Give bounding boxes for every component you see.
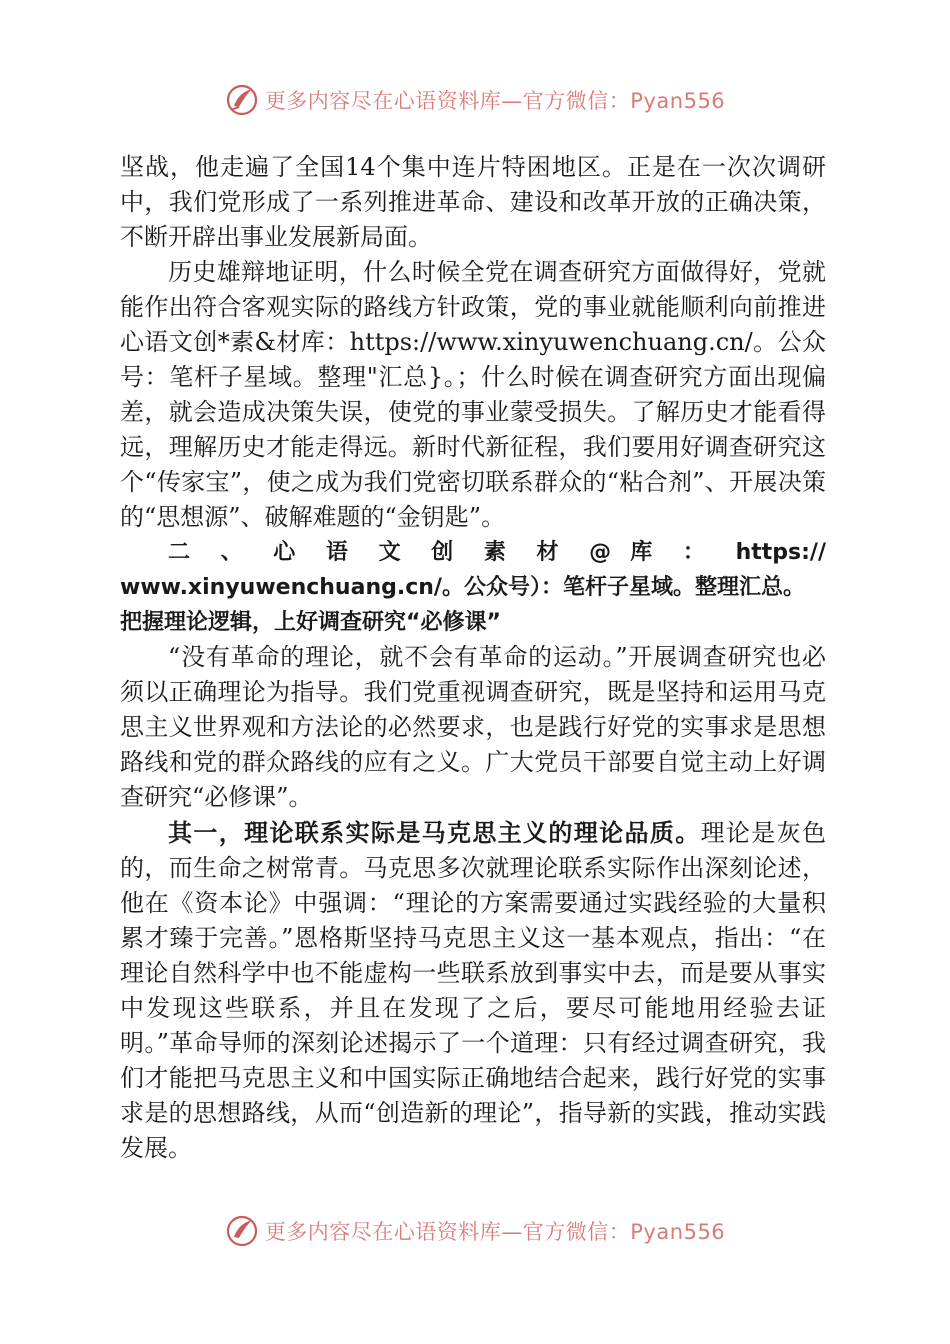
banner-text: 更多内容尽在心语资料库—官方微信：Pyan556 — [264, 89, 726, 113]
footer-banner-text: 更多内容尽在心语资料库—官方微信：Pyan556 — [264, 1220, 726, 1244]
paragraph-4-rest: 理论是灰色的，而生命之树常青。马克思多次就理论联系实际作出深刻论述，他在《资本论》中强调：“理论的方案需要通过实践经验的大量积累才臻于完善。”恩格斯坚持马克思主义这一基本观点，指出：“在理论自然科学中也不能虚构一些联系放到事实中去，而是要从事实中发现这些联系，并且在发现了之后，要尽可能地用经验去证明。”革命导师的深刻论述揭示了一个道理：只有经过调查研究，我们才能把马克思主义和中国实际正确地结合起来，践行好党的实事求是的思想路线，从而“创造新的理论”，指导新的实践，推动实践发展。 — [120, 819, 827, 1162]
section-heading — [120, 535, 826, 640]
paragraph-3: “没有革命的理论，就不会有革命的运动。”开展调查研究也必须以正确理论为指导。我们党重视调查研究，既是坚持和运用马克思主义世界观和方法论的必然要求，也是践行好党的实事求是思想路线和党的群众路线的应有之义。广大党员干部要自觉主动上好调查研究“必修课”。 — [120, 643, 826, 811]
brush-logo-icon — [225, 1214, 259, 1246]
heading-line-1: 二 、 心 语 文 创 素 材 @ 库 ： https:// — [168, 540, 826, 565]
paragraph-1: 坚战，他走遍了全国14个集中连片特困地区。正是在一次次调研中，我们党形成了一系列推进革命、建设和改革开放的正确决策，不断开辟出事业发展新局面。 — [120, 153, 826, 251]
header-banner — [0, 80, 950, 120]
footer-banner — [0, 1202, 950, 1246]
paragraph-2: 历史雄辩地证明，什么时候全党在调查研究方面做得好，党就能作出符合客观实际的路线方针政策，党的事业就能顺利向前推进心语文创*素&材库：https://www.xinyuwenchuang.cn/。公众号：笔杆子星域。整理"汇总}。；什么时候在调查研究方面出现偏差，就会造成决策失误，使党的事业蒙受损失。了解历史才能看得远，理解历史才能走得远。新时代新征程，我们要用好调查研究这个“传家宝”，使之成为我们党密切联系群众的“粘合剂”、开展决策的“思想源”、破解难题的“金钥匙”。 — [120, 258, 826, 531]
brush-logo-icon — [225, 83, 259, 117]
heading-line-3: 把握理论逻辑，上好调查研究“必修课” — [120, 610, 501, 635]
paragraph-4-lead: 其一，理论联系实际是马克思主义的理论品质。 — [168, 818, 701, 847]
document-body — [120, 150, 826, 1166]
paragraph-4 — [120, 815, 826, 1166]
heading-line-2: www.xinyuwenchuang.cn/。公众号）：笔杆子星域。整理汇总。 — [120, 575, 805, 600]
